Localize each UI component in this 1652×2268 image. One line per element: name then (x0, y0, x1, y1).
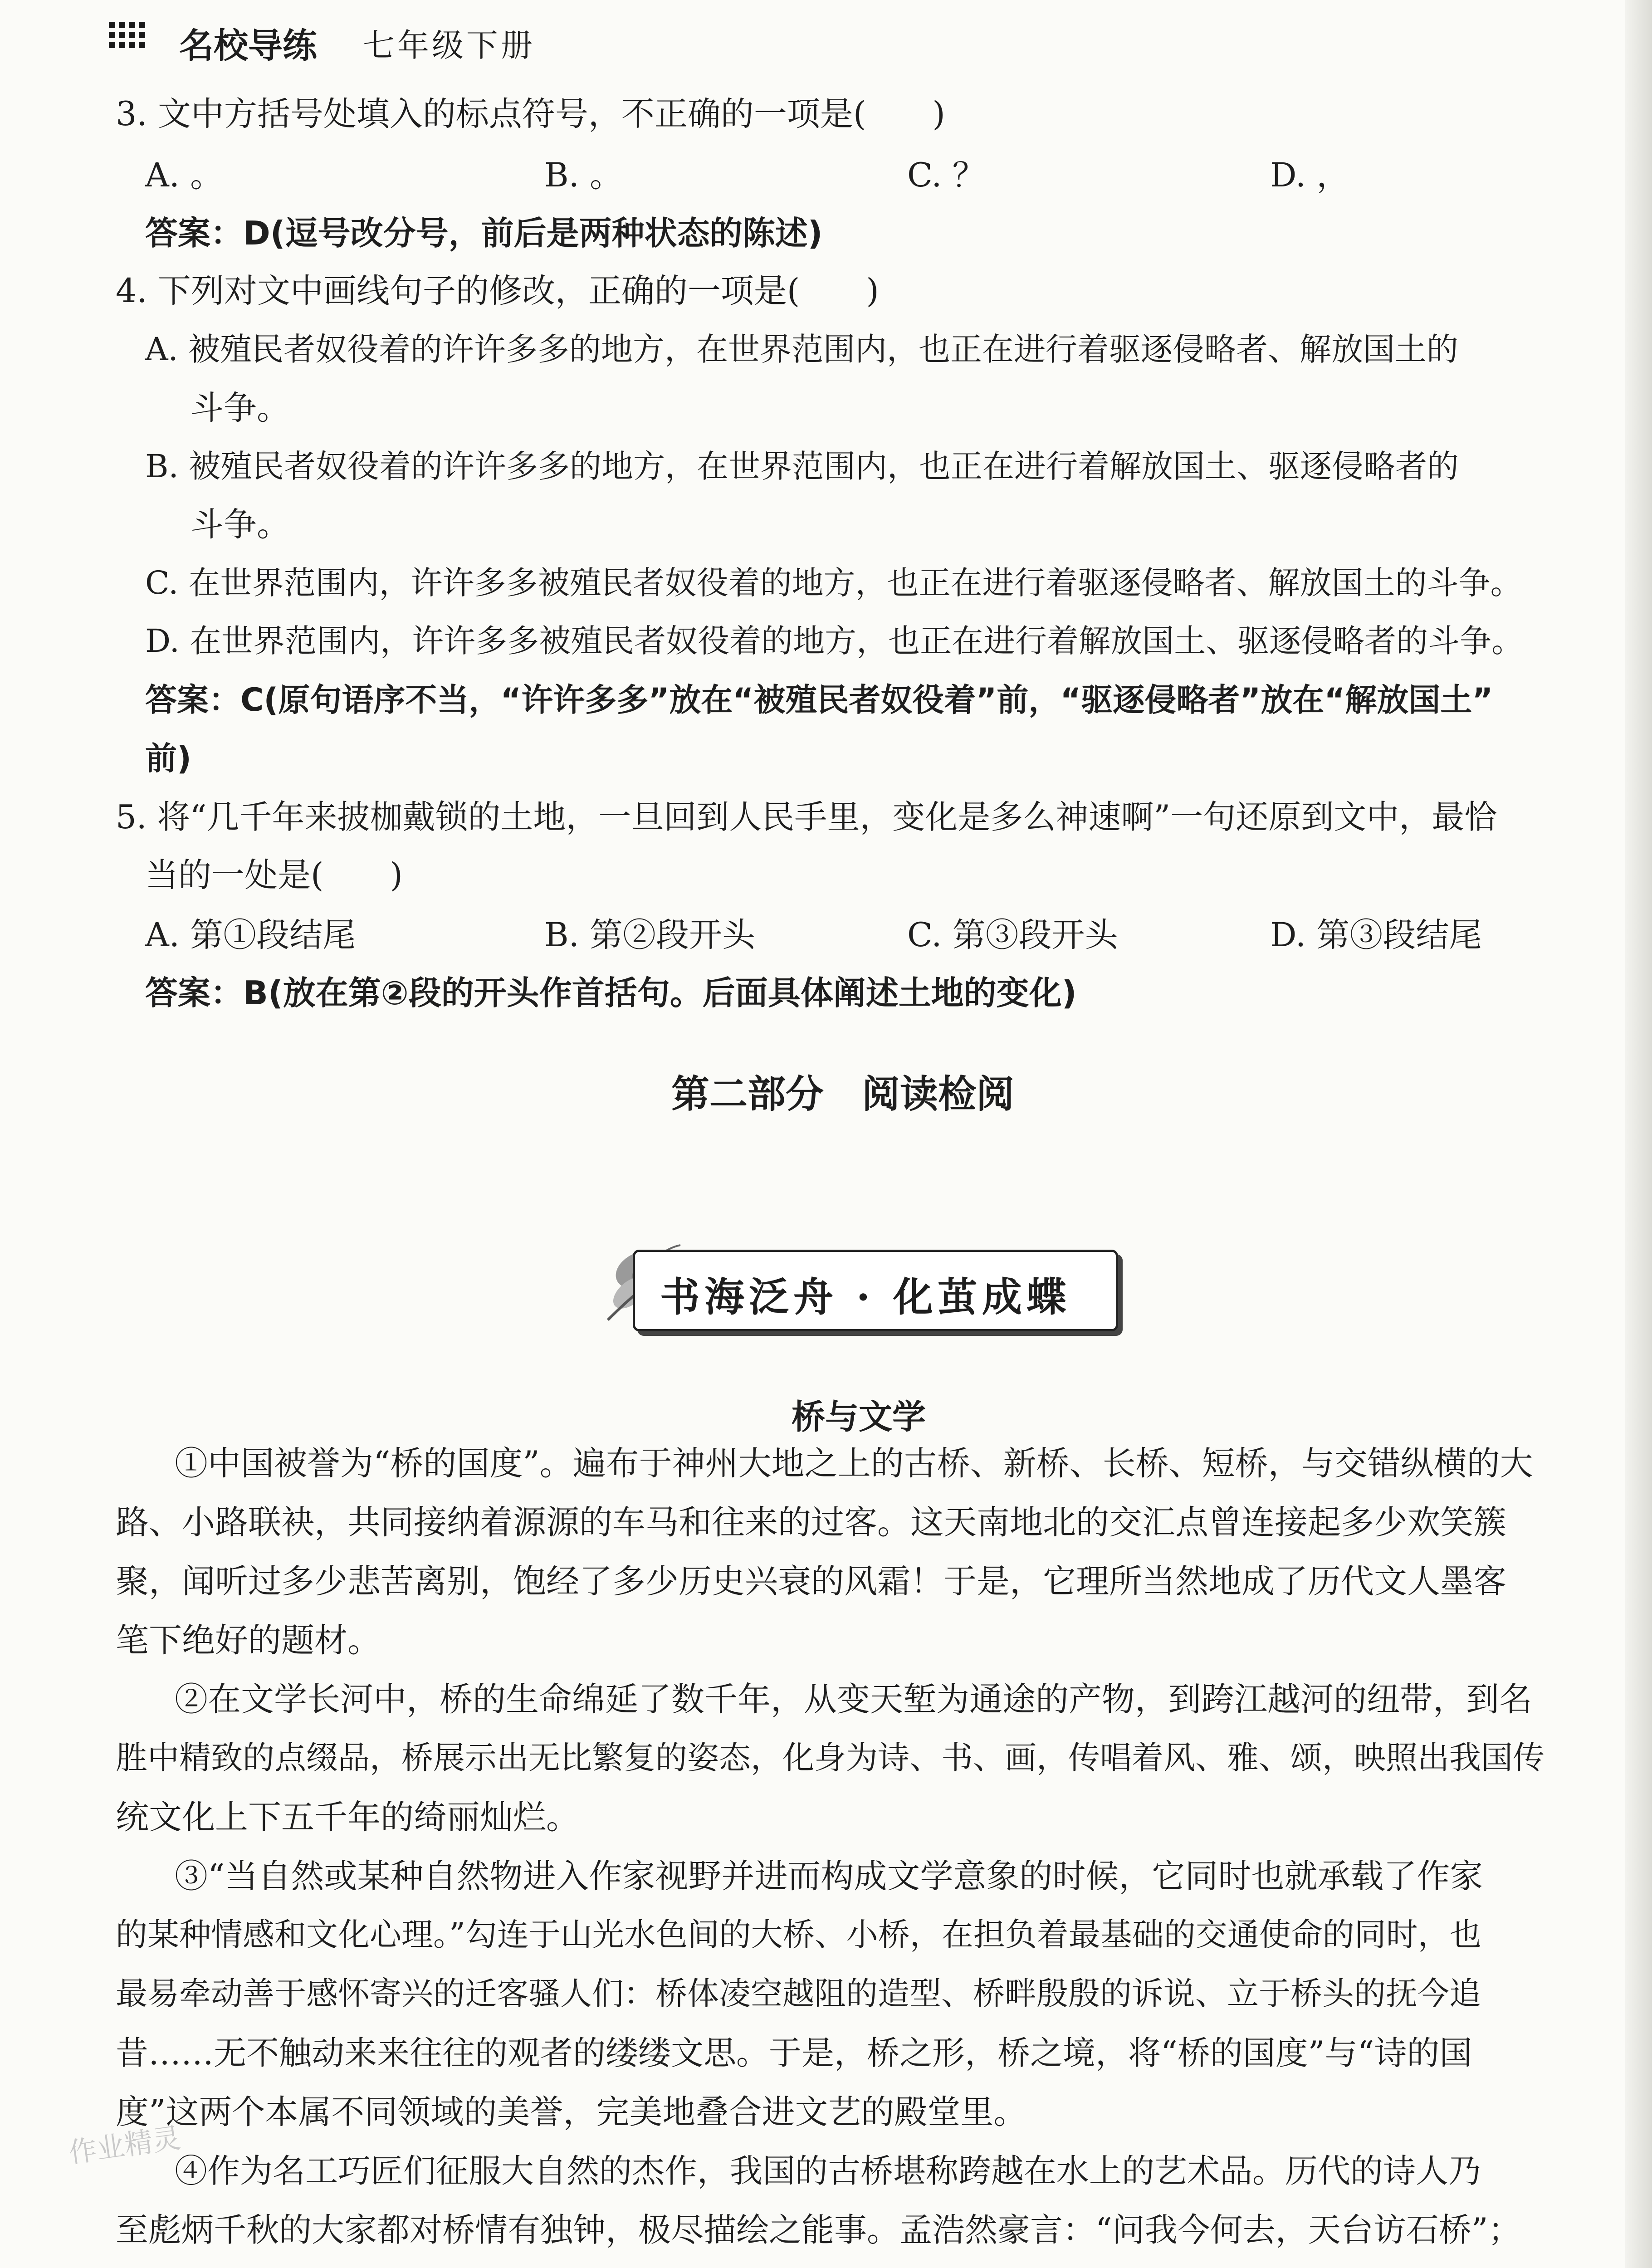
article-line: 度”这两个本属不同领域的美誉，完美地叠合进文艺的殿堂里。 (116, 2093, 1027, 2131)
q3-option-b: B. 。 (544, 156, 623, 195)
article-line: 路、小路联袂，共同接纳着源源的车马和往来的过客。这天南地北的交汇点曾连接起多少欢笑簇 (116, 1503, 1506, 1542)
q4-option-b-cont: 斗争。 (191, 505, 290, 544)
q3-option-a: A. 。 (145, 156, 224, 195)
article-line: 昔……无不触动来来往往的观者的缕缕文思。于是，桥之形，桥之境，将“桥的国度”与“诗的国 (116, 2034, 1472, 2072)
article-line: ③“当自然或某种自然物进入作家视野并进而构成文学意象的时候，它同时也就承载了作家 (175, 1857, 1483, 1896)
article-line: 最易牵动善于感怀寄兴的迁客骚人们：桥体凌空越阻的造型、桥畔殷殷的诉说、立于桥头的抚今追 (116, 1975, 1481, 2012)
header-book-title: 名校导练 (179, 25, 317, 66)
badge-label: 书海泛舟 · 化茧成蝶 (660, 1273, 1071, 1320)
watermark: 作业精灵 (66, 2121, 183, 2170)
article-line: ①中国被誉为“桥的国度”。遍布于神州大地之上的古桥、新桥、长桥、短桥，与交错纵横的大 (175, 1444, 1533, 1483)
q4-answer-cont: 前) (145, 740, 191, 777)
header-grade: 七年级下册 (363, 27, 535, 64)
q5-stem-cont: 当的一处是( ) (145, 856, 403, 894)
page-edge-shadow (1625, 0, 1652, 2268)
q5-stem: 5. 将“几千年来披枷戴锁的土地，一旦回到人民手里，变化是多么神速啊”一句还原到文中，最恰 (116, 798, 1497, 836)
section-badge (633, 1234, 1120, 1331)
q3-answer: 答案：D(逗号改分号，前后是两种状态的陈述) (145, 214, 823, 252)
article-line: ②在文学长河中，桥的生命绵延了数千年，从变天堑为通途的产物，到跨江越河的纽带，到名 (175, 1680, 1532, 1719)
article-line: 的某种情感和文化心理。”勾连于山光水色间的大桥、小桥，在担负着最基础的交通使命的同时，也 (116, 1916, 1481, 1953)
q5-option-b: B. 第②段开头 (544, 916, 756, 954)
q5-answer: 答案：B(放在第②段的开头作首括句。后面具体阐述土地的变化) (145, 974, 1077, 1012)
article-line: 胜中精致的点缀品，桥展示出无比繁复的姿态，化身为诗、书、画，传唱着风、雅、颂，映照出我国传 (116, 1739, 1544, 1776)
q5-option-d: D. 第③段结尾 (1270, 916, 1482, 954)
article-title: 桥与文学 (792, 1398, 926, 1437)
section-title: 第二部分 阅读检阅 (671, 1072, 1015, 1116)
q4-option-c: C. 在世界范围内，许许多多被殖民者奴役着的地方，也正在进行着驱逐侵略者、解放国土的斗争。 (145, 564, 1522, 601)
q5-option-c: C. 第③段开头 (907, 916, 1118, 954)
q4-option-a-cont: 斗争。 (191, 389, 290, 427)
q4-option-b: B. 被殖民者奴役着的许许多多的地方，在世界范围内，也正在进行着解放国土、驱逐侵略者的 (145, 448, 1459, 485)
q4-answer: 答案：C(原句语序不当，“许许多多”放在“被殖民者奴役着”前，“驱逐侵略者”放在“解放国土” (145, 681, 1493, 719)
article-line: 聚，闻听过多少悲苦离别，饱经了多少历史兴衰的风霜！于是，它理所当然地成了历代文人墨客 (116, 1562, 1506, 1601)
q4-option-d: D. 在世界范围内，许许多多被殖民者奴役着的地方，也正在进行着解放国土、驱逐侵略者的斗争。 (145, 622, 1524, 660)
q5-option-a: A. 第①段结尾 (145, 916, 356, 954)
q3-stem: 3. 文中方括号处填入的标点符号，不正确的一项是( ) (116, 95, 945, 133)
q4-stem: 4. 下列对文中画线句子的修改，正确的一项是( ) (116, 272, 879, 310)
article-line: 至彪炳千秋的大家都对桥情有独钟，极尽描绘之能事。孟浩然豪言：“问我今何去，天台访石桥”； (116, 2211, 1521, 2249)
q4-option-a: A. 被殖民者奴役着的许许多多的地方，在世界范围内，也正在进行着驱逐侵略者、解放国土的 (145, 331, 1459, 368)
article-line: ④作为名工巧匠们征服大自然的杰作，我国的古桥堪称跨越在水上的艺术品。历代的诗人乃 (175, 2152, 1481, 2190)
article-line: 笔下绝好的题材。 (116, 1621, 381, 1660)
q3-option-c: C. ？ (907, 156, 986, 195)
article-line: 统文化上下五千年的绮丽灿烂。 (116, 1798, 579, 1837)
q3-option-d: D. ， (1270, 156, 1350, 195)
header-dots-icon (109, 22, 163, 49)
